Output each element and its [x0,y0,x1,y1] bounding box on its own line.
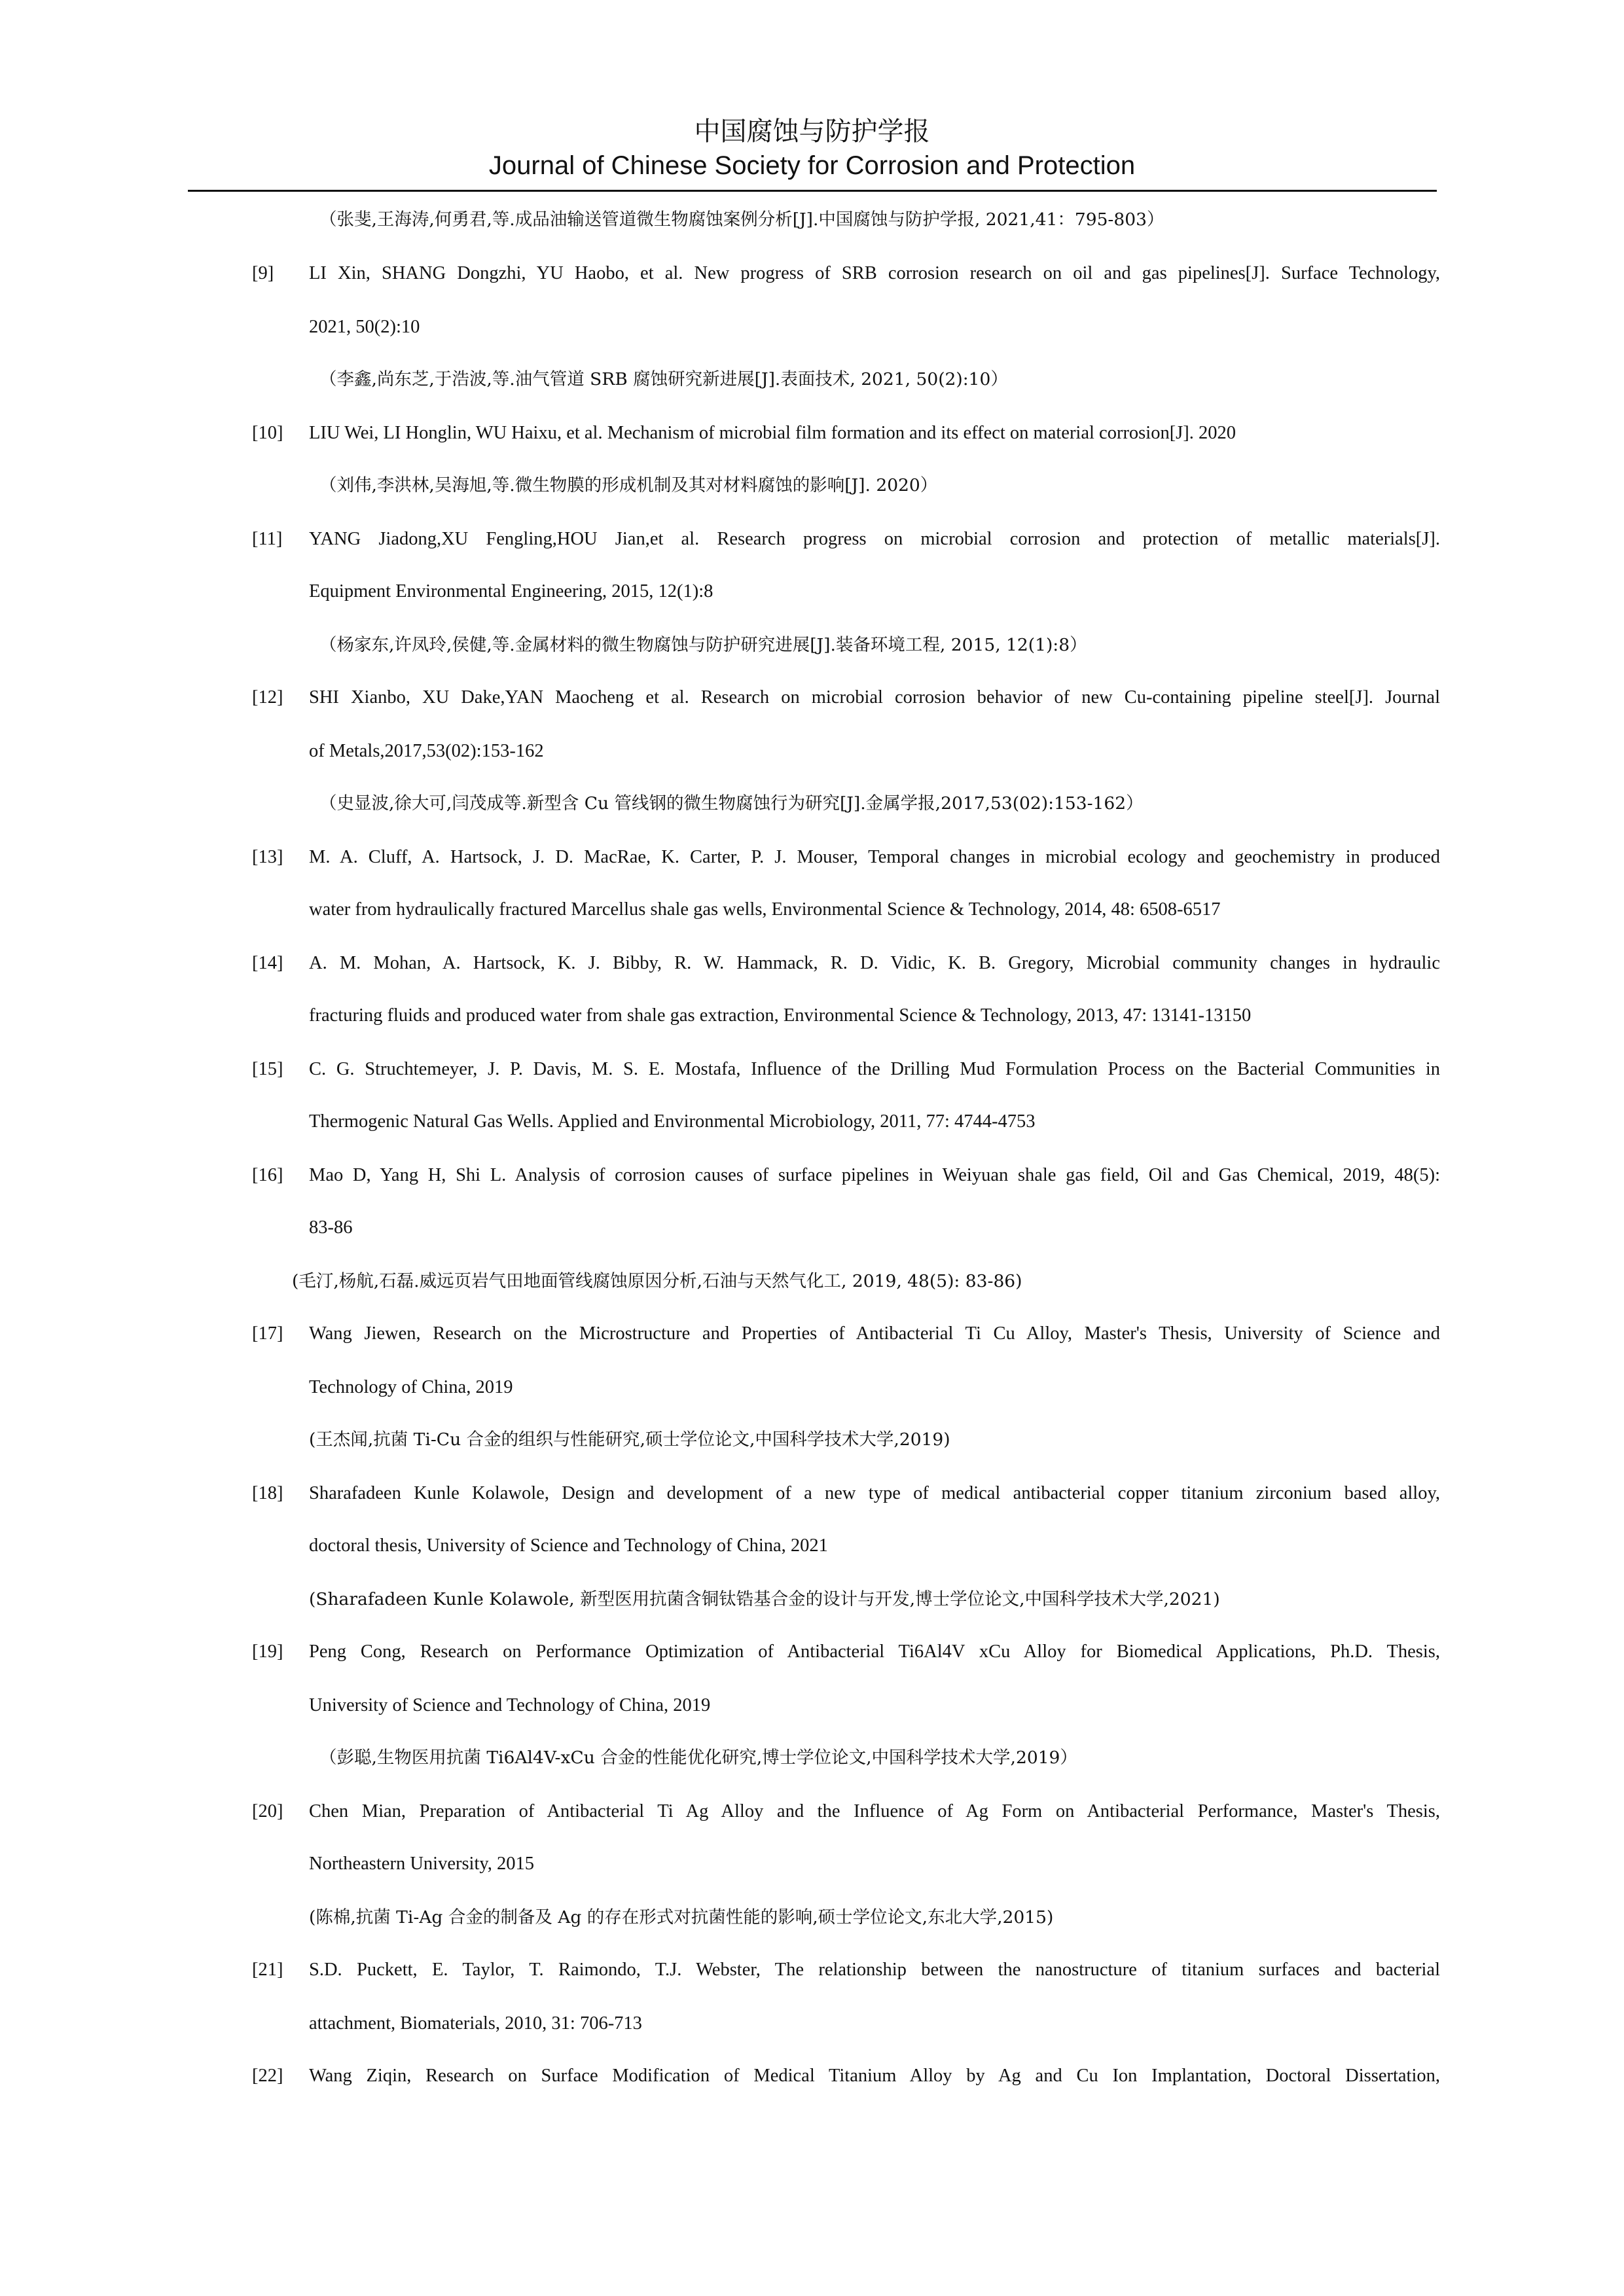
reference-line: M. A. Cluff, A. Hartsock, J. D. MacRae, K. Carter, P. J. Mouser, Temporal changes in microbial ecology and geochemistry in produced [309,847,1440,867]
reference-line: （彭聪,生物医用抗菌 Ti6Al4V-xCu 合金的性能优化研究,博士学位论文,中国科学技术大学,2019） [319,1748,1077,1768]
reference-line: （史显波,徐大可,闫茂成等.新型含 Cu 管线钢的微生物腐蚀行为研究[J].金属学报,2017,53(02):153-162） [319,793,1144,814]
reference-number: [16] [252,1165,283,1185]
reference-number: [21] [252,1960,283,1980]
reference-line: Thermogenic Natural Gas Wells. Applied and Environmental Microbiology, 2011, 77: 4744-4753 [309,1111,1036,1132]
reference-number: [14] [252,953,283,973]
reference-number: [11] [252,529,283,549]
reference-line: of Metals,2017,53(02):153-162 [309,741,544,761]
reference-line: Mao D, Yang H, Shi L. Analysis of corrosion causes of surface pipelines in Weiyuan shale gas field, Oil and Gas Chemical, 2019, 48(5): [309,1165,1440,1185]
reference-line: SHI Xianbo, XU Dake,YAN Maocheng et al. Research on microbial corrosion behavior of new Cu-containing pipeline steel[J]. Journal [309,687,1440,708]
reference-line: LI Xin, SHANG Dongzhi, YU Haobo, et al. New progress of SRB corrosion research on oil and gas pipelines[J]. Surface Technology, [309,263,1440,283]
reference-line: Peng Cong, Research on Performance Optimization of Antibacterial Ti6Al4V xCu Alloy for Biomedical Applications, Ph.D. Thesis, [309,1641,1440,1662]
journal-header [0,115,1624,183]
journal-title-chinese: 中国腐蚀与防护学报 [694,117,930,147]
reference-line: S.D. Puckett, E. Taylor, T. Raimondo, T.J. Webster, The relationship between the nanostructure of titanium surfaces and bacterial [309,1960,1440,1980]
reference-line: doctoral thesis, University of Science and Technology of China, 2021 [309,1535,828,1556]
reference-line: water from hydraulically fractured Marcellus shale gas wells, Environmental Science & Technology, 2014, 48: 6508-6517 [309,899,1221,920]
reference-line: Equipment Environmental Engineering, 2015, 12(1):8 [309,581,713,601]
reference-line: (王杰闻,抗菌 Ti-Cu 合金的组织与性能研究,硕士学位论文,中国科学技术大学,2019) [309,1429,950,1450]
reference-line: C. G. Struchtemeyer, J. P. Davis, M. S. E. Mostafa, Influence of the Drilling Mud Formulation Process on the Bacterial Communities in [309,1059,1440,1079]
reference-line: University of Science and Technology of China, 2019 [309,1695,711,1715]
reference-line: Wang Jiewen, Research on the Microstructure and Properties of Antibacterial Ti Cu Alloy, Master's Thesis, University of Science and [309,1323,1440,1344]
reference-line: fracturing fluids and produced water from shale gas extraction, Environmental Science & Technology, 2013, 47: 13141-13150 [309,1005,1252,1026]
reference-number: [18] [252,1483,283,1503]
reference-number: [13] [252,847,283,867]
reference-line: Sharafadeen Kunle Kolawole, Design and development of a new type of medical antibacterial copper titanium zirconium based alloy, [309,1483,1440,1503]
reference-number: [17] [252,1323,283,1344]
reference-line: LIU Wei, LI Honglin, WU Haixu, et al. Mechanism of microbial film formation and its effect on material corrosion[J]. 2020 [309,423,1236,443]
reference-number: [12] [252,687,283,708]
reference-line: （杨家东,许凤玲,侯健,等.金属材料的微生物腐蚀与防护研究进展[J].装备环境工程, 2015, 12(1):8） [319,635,1087,655]
reference-line: （刘伟,李洪林,吴海旭,等.微生物膜的形成机制及其对材料腐蚀的影响[J]. 2020） [319,475,938,495]
header-rule [188,190,1437,192]
reference-line: (毛汀,杨航,石磊.威远页岩气田地面管线腐蚀原因分析,石油与天然气化工, 2019, 48(5): 83-86) [292,1271,1022,1291]
reference-line: Technology of China, 2019 [309,1377,513,1397]
reference-number: [15] [252,1059,283,1079]
reference-line: (陈棉,抗菌 Ti-Ag 合金的制备及 Ag 的存在形式对抗菌性能的影响,硕士学位论文,东北大学,2015) [309,1907,1054,1928]
reference-line: （李鑫,尚东芝,于浩波,等.油气管道 SRB 腐蚀研究新进展[J].表面技术, 2021, 50(2):10） [319,369,1008,389]
reference-line: attachment, Biomaterials, 2010, 31: 706-713 [309,2013,642,2034]
reference-line: Wang Ziqin, Research on Surface Modification of Medical Titanium Alloy by Ag and Cu Ion Implantation, Doctoral Dissertation, [309,2066,1440,2086]
reference-line: YANG Jiadong,XU Fengling,HOU Jian,et al. Research progress on microbial corrosion and protection of metallic materials[J]. [309,529,1440,549]
reference-line: 83-86 [309,1217,353,1238]
journal-title-english: Journal of Chinese Society for Corrosion and Protection [488,151,1136,180]
reference-number: [22] [252,2066,283,2086]
reference-line: 2021, 50(2):10 [309,317,420,337]
reference-line: Chen Mian, Preparation of Antibacterial Ti Ag Alloy and the Influence of Ag Form on Antibacterial Performance, Master's Thesis, [309,1801,1440,1821]
reference-number: [10] [252,423,283,443]
reference-line: (Sharafadeen Kunle Kolawole, 新型医用抗菌含铜钛锆基合金的设计与开发,博士学位论文,中国科学技术大学,2021) [309,1589,1220,1609]
reference-number: [19] [252,1641,283,1662]
reference-number: [9] [252,263,274,283]
reference-number: [20] [252,1801,283,1821]
reference-line: A. M. Mohan, A. Hartsock, K. J. Bibby, R. W. Hammack, R. D. Vidic, K. B. Gregory, Microbial community changes in hydraulic [309,953,1440,973]
reference-line: （张斐,王海涛,何勇君,等.成品油输送管道微生物腐蚀案例分析[J].中国腐蚀与防护学报, 2021,41：795-803） [319,209,1164,230]
reference-line: Northeastern University, 2015 [309,1854,535,1874]
